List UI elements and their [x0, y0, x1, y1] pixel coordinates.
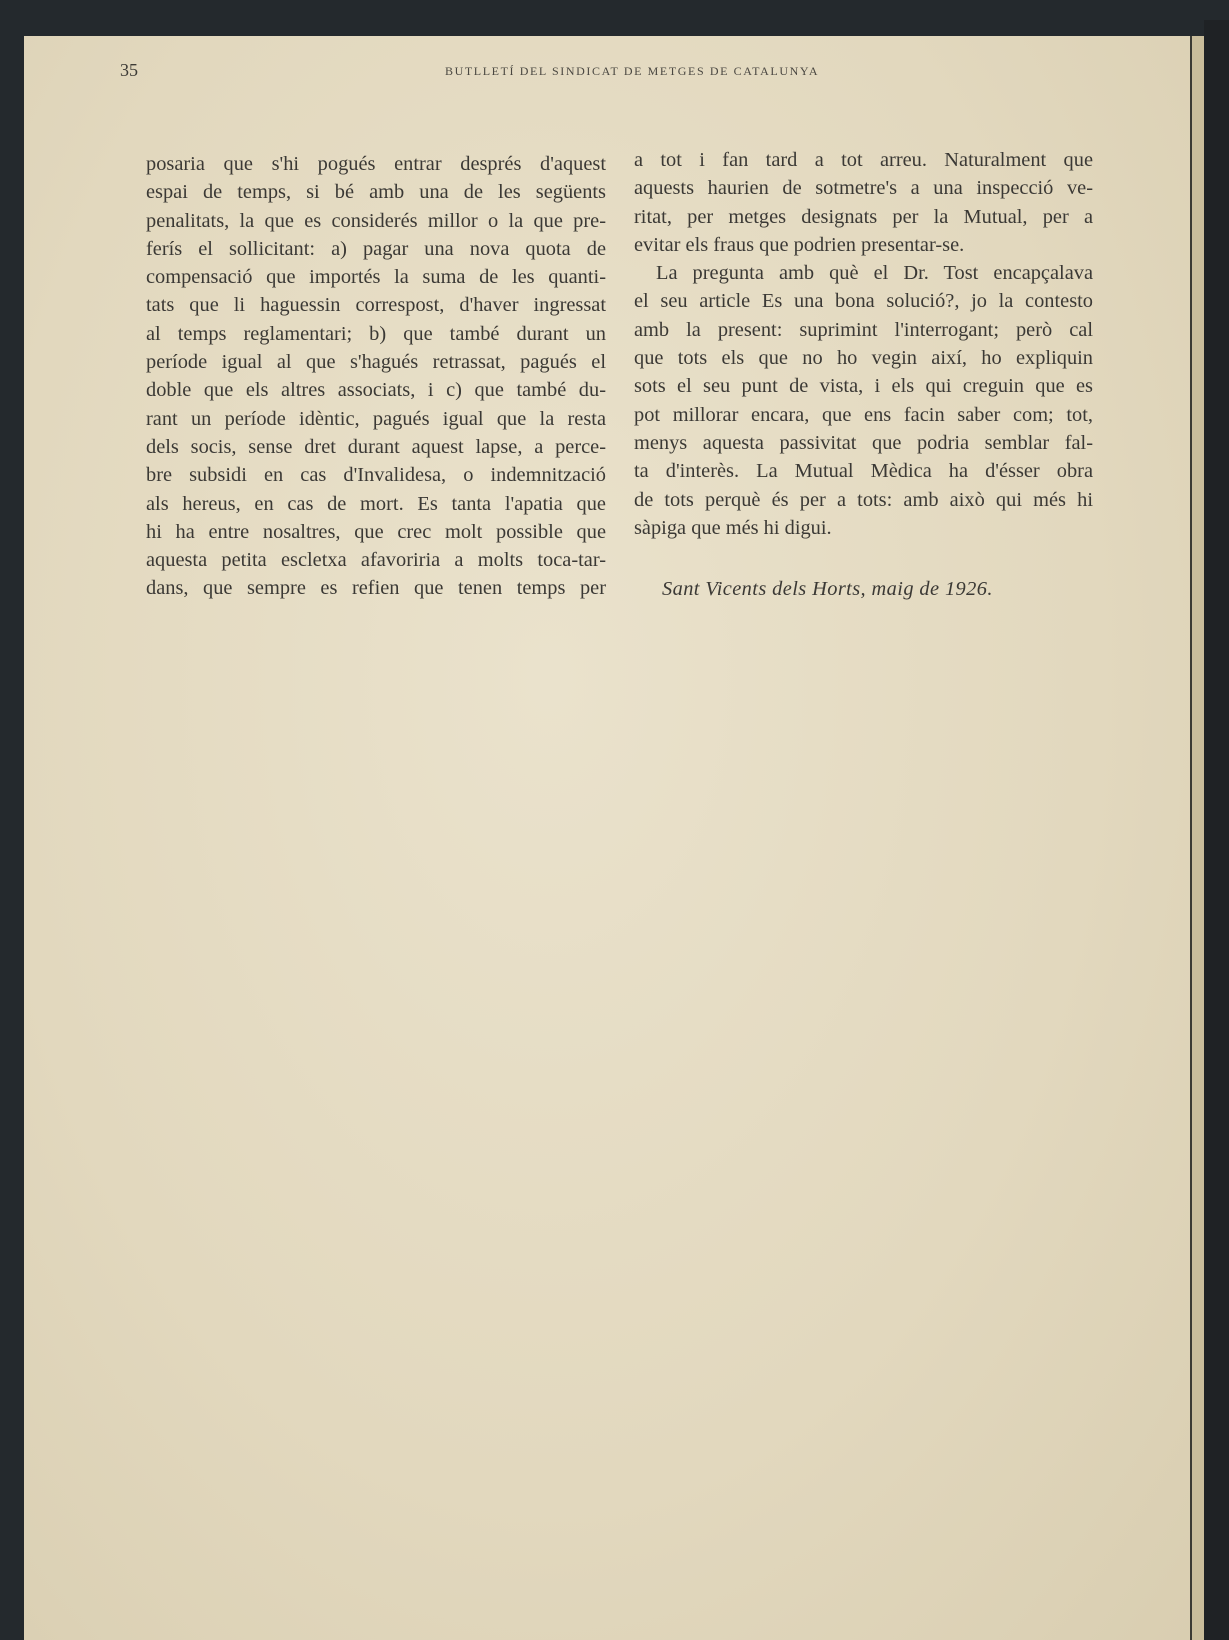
- left-line-4: ferís el sollicitant: a) pagar una nova quota de: [146, 237, 606, 260]
- left-column: [146, 150, 606, 603]
- left-line-9: doble que els altres associats, i c) que també du-: [146, 379, 606, 402]
- right-line-13: de tots perquè és per a tots: amb això qui més hi: [634, 488, 1093, 511]
- left-line-3: penalitats, la que es considerés millor o la que pre-: [146, 209, 606, 232]
- left-line-8: període igual al que s'hagués retrassat, pagués el: [146, 351, 606, 374]
- left-line-11: dels socis, sense dret durant aquest lapse, a perce-: [146, 435, 606, 458]
- left-line-2: espai de temps, si bé amb una de les següents: [146, 181, 606, 204]
- right-line-10: pot millorar encara, que ens facin saber com; tot,: [634, 403, 1093, 426]
- right-column: [634, 146, 1093, 542]
- left-line-1: posaria que s'hi pogués entrar després d'aquest: [146, 153, 606, 175]
- page-number: 35: [120, 60, 138, 80]
- left-line-7: al temps reglamentari; b) que també durant un: [146, 322, 606, 345]
- left-line-12: bre subsidi en cas d'Invalidesa, o indemnització: [146, 464, 606, 487]
- left-line-16: dans, que sempre es refien que tenen temps per: [146, 577, 606, 600]
- left-line-13: als hereus, en cas de mort. Es tanta l'apatia que: [146, 492, 606, 515]
- page-header: [120, 60, 1080, 90]
- right-line-2: aquests haurien de sotmetre's a una inspecció ve-: [634, 177, 1093, 200]
- right-line-12: ta d'interès. La Mutual Mèdica ha d'ésser obra: [634, 460, 1093, 483]
- right-line-3: ritat, per metges designats per la Mutual, per a: [634, 205, 1093, 228]
- place-date-signature: Sant Vicents dels Horts, maig de 1926.: [662, 578, 993, 600]
- left-line-5: compensació que importés la suma de les quanti-: [146, 266, 606, 289]
- right-line-14: sàpiga que més hi digui.: [634, 516, 832, 539]
- left-line-15: aquesta petita escletxa afavoriria a molts toca-tar-: [146, 549, 606, 572]
- right-line-5: La pregunta amb què el Dr. Tost encapçalava: [656, 262, 1093, 285]
- right-line-11: menys aquesta passivitat que podria semblar fal-: [634, 431, 1093, 454]
- page-shadow: [1204, 20, 1229, 1640]
- right-line-6: el seu article Es una bona solució?, jo la contesto: [634, 290, 1093, 313]
- right-line-7: amb la present: suprimint l'interrogant; però cal: [634, 318, 1093, 341]
- left-line-14: hi ha entre nosaltres, que crec molt possible que: [146, 520, 606, 543]
- right-line-9: sots el seu punt de vista, i els qui creguin que es: [634, 375, 1093, 398]
- running-head: BUTLLETÍ DEL SINDICAT DE METGES DE CATALUNYA: [445, 64, 820, 78]
- left-line-6: tats que li haguessin correspost, d'haver ingressat: [146, 294, 606, 317]
- right-line-4: evitar els fraus que podrien presentar-se.: [634, 233, 965, 256]
- right-line-8: que tots els que no ho vegin així, ho expliquin: [634, 347, 1093, 370]
- left-line-10: rant un període idèntic, pagués igual que la resta: [146, 407, 606, 430]
- right-line-1: a tot i fan tard a tot arreu. Naturalment que: [634, 149, 1093, 171]
